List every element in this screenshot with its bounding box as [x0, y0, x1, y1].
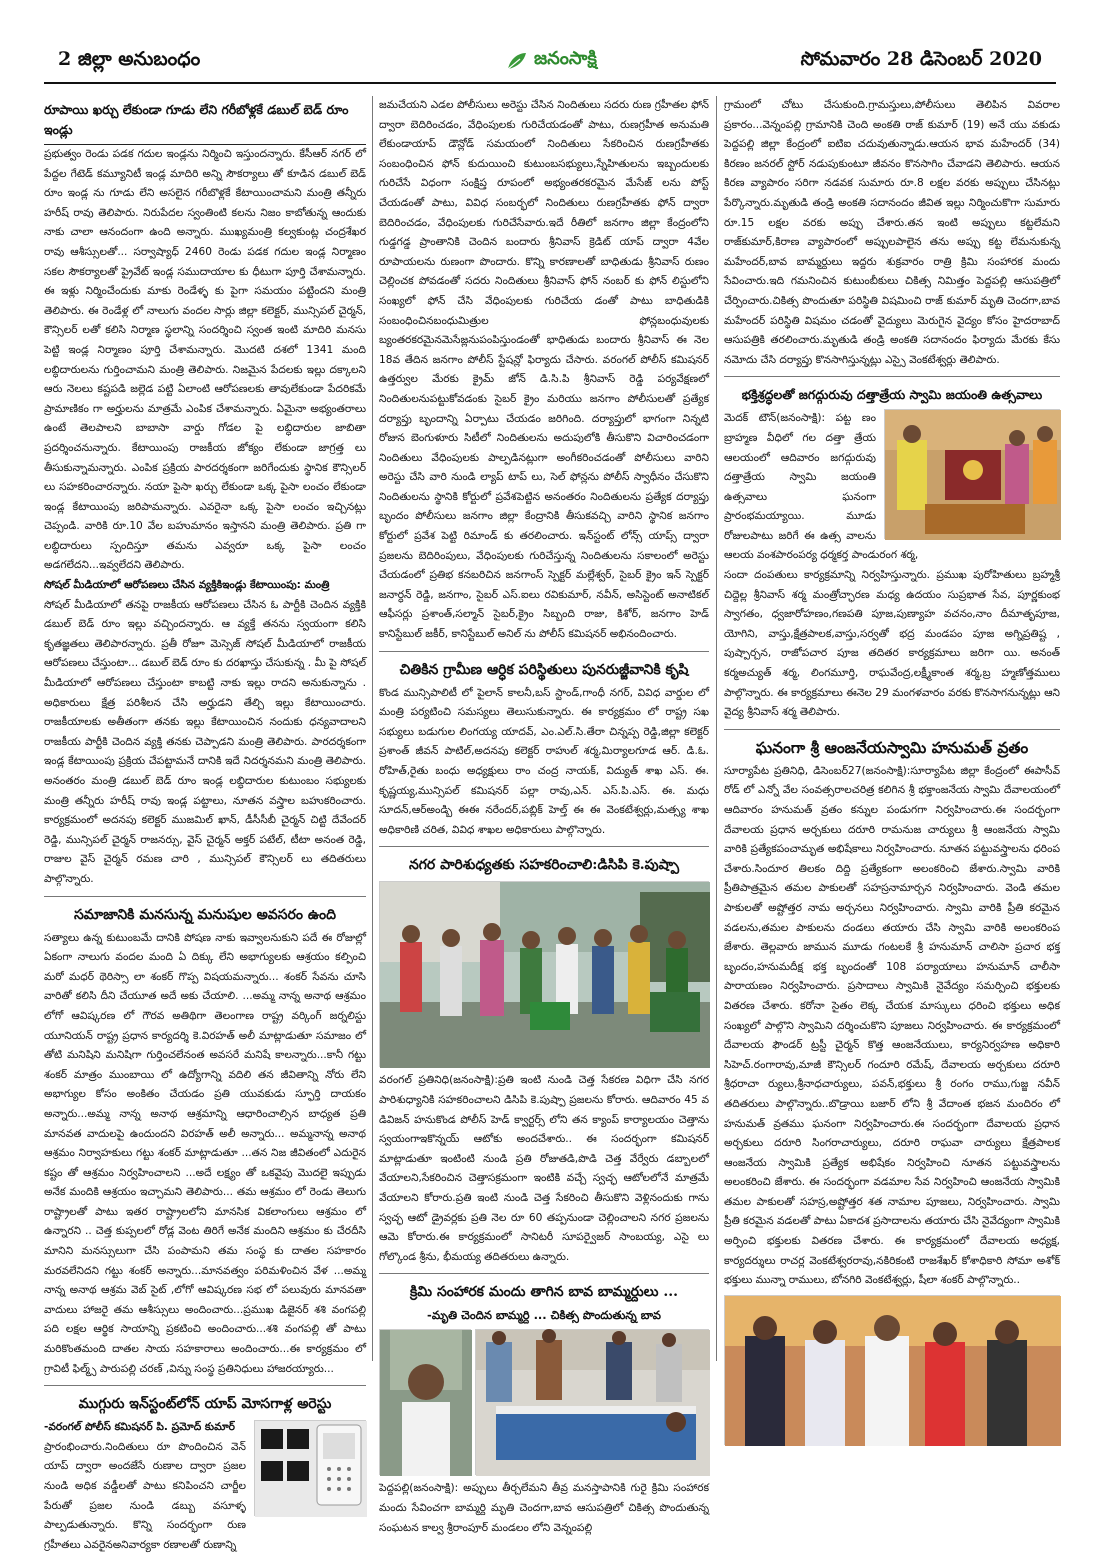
- story-headline: సమాజానికి మనసున్న మనుషుల అవసరం ఉంది: [73, 906, 337, 923]
- column-2: [379, 96, 709, 1534]
- dateline: సోమవారం 28 డిసెంబర్ 2020: [800, 48, 1042, 70]
- story-body: సందా దంపతులు కార్యక్రమాన్ని నిర్వహిస్తున్నారు. ప్రముఖ పురోహితులు బ్రహ్మశ్రీ చిద్దెల్ల శ్రీనివాస్ శర్మ మంత్రోచ్ఛారణ మధ్య ఉదయం సుప్రభాత సేవ, పూర్ణకుంభ స్వాగతం, ధ్వజారోహణం,గణపతి పూజ,పుణ్యాహ వచనం,నాం దీమాతృపూజ, యోగిని, వాస్తు,క్షేత్రపాలక,వాస్తు,సర్వతో భద్ర మండపం పూజ అగ్నిప్రతిష్ట , పుష్పార్చన, రాజోపచార పూజ తదితర కార్యక్రమాలు జరిగా యి. అనంత్ కర్మఅచ్యుత్ శర్మ, లింగమూర్తి, రాఘవేంద్ర,లక్ష్మీకాంత శర్మ,బ్ర హ్మణోత్తములు పాల్గొన్నారు. ఈ కార్యక్రమాలు ఈనెల 29 మంగళవారం వరకు కొనసాగనున్నట్లు ఆని వైద్య శ్రీనివాస్ శర్మ తెలిపారు.: [724, 569, 1060, 719]
- story-body: సత్యాలు ఉన్న కుటుంబమే దానికి పోషణ నాకు ఇవ్వాలనుకుని పదే ఈ రోజుల్లో ఏకంగా నాలుగు వందల మంది ఏ దిక్కు లేని అభాగ్యులకు ఆశ్రయం కల్పించి మరో మధర్ థెరిస్సా లా శంకర్ గొప్ప విషయమన్నారు... శంకర్ సేవను చూసి వారితో కలిసి దీని చేయూత అదే అకు చేయాలి. ...అమ్మ నాన్న అనాథ ఆశ్రమం లోగో ఆవిష్కరణ లో గౌరవ అతిథిగా తెలంగాణ రాష్ట్ర వర్కింగ్ జర్నలిస్టు యూనియన్ రాష్ట్ర ప్రధాన కార్యదర్శి కె.విరహత్ అలీ మాట్లాడుతూ సమాజం లో తోటి మనిషిని మనిషిగా గుర్తించలేనంత అవసరే మనిషే కాలన్నారు...కానీ గట్టు శంకర్ మాత్రం ముంబాయి లో ఉద్యోగాన్ని వదిలి తన జీవితాన్ని నోరు లేని అభాగ్యుల కోసం అంకితం చేయడం ప్రతి యువకుడు స్ఫూర్తి దాయకం అన్నారు...అమ్మ నాన్న అనాథ ఆశ్రమాన్ని ఆధారించాల్సిన బాధ్యత ప్రతి మానవత వాదులపై ఉందుందని విరహత్ అలీ అన్నారు... అమ్మనాన్న అనాథ ఆశ్రమం నిర్వాహకులు గట్టు శంకర్ మాట్లాడుతూ ...తన నిజ జీవితంలో ఎదురైన కష్టం తో ఆశ్రమం నిర్వహించాలని ...అదే లక్ష్యం తో ఒకవైపు మొదలై ఇప్పుడు అనేక మందికి ఆశ్రయం ఇచ్చామని తెలిపారు... తమ ఆశ్రమం లో రెండు తెలుగు రాష్ట్రాలతో పాటు ఇతర రాష్ట్రాలలోని మానసిక వికలాంగులు ఆశ్రమం లో ఉన్నారని .. చెత్త కుప్పలలో రోడ్ల వెంట తిరిగే అనేక మందిని ఆశ్రమం కు చేరదీసి మానిని మనస్సులుగా చేసి పంపామని తమ సంస్థ కు దాతల సహకారం మరవలేనిదని గట్టు శంకర్ అన్నారు...మానవత్వం పరిమళించిన వేళ ...అమ్మ నాన్న అనాథ ఆశ్రమ వెబ్ సైట్ ,లోగో ఆవిష్కరణ సభ లో పలువురు మానవతా వాదులు హాజరై తమ ఆశీస్సులు అందించారు...ప్రముఖ డిజైనర్ శశి వంగపల్లి పది లక్షల ఆర్థిక సాయాన్ని ప్రకటించి అందించారు...శశి వంగపల్లి తో పాటు మరికొంతమంది దాతల సాయ సహకారాలు అందించారు...ఈ కార్యక్రమం లో గ్రావిటీ ఫిల్మ్స్ పారుపల్లి చరణ్ ,విన్ను సంస్థ ప్రతినిధులు హాజరయ్యారు...: [44, 931, 366, 1375]
- story-headline: భక్తిశ్రద్ధలతో జగద్గురువు దత్తాత్రేయ స్వామి జయంతి ఉత్సవాలు: [741, 387, 1043, 403]
- story-headline: రూపాయి ఖర్చు లేకుండా గూడు లేని గరీబోళ్లకే డబుల్ బెడ్ రూం ఇండ్లు: [44, 96, 366, 145]
- brand-name: జనంసాక్షి: [534, 48, 597, 69]
- sanitation-event-photo: [379, 881, 709, 1067]
- page-label: 2 జిల్లా అనుబంధం: [58, 48, 201, 70]
- story-body: సోషల్ మీడియాలో తనపై రాజకీయ ఆరోపణలు చేసిన ఓ పార్టీకి చెందిన వ్యక్తికి డబుల్ బెడ్ రూం ఇల్లు వచ్చిందన్నారు. ఆ వ్యక్తే తనను స్వయంగా కలిసి కృతజ్ఞతలు తెలిపారన్నారు. ప్రతీ రోజూ మెస్సెజ్ సోషల్ మీడియాలో రాజకీయ ఆరోపణలు చేస్తుంటా... డబుల్ బెడ్ రూం కు దరఖాస్తు చేసుకున్న . మీ పై సోషల్ మీడియాలో ఆరోపణలు చేస్తుంటా కాబట్టి నాకు ఇల్లు రాదని అనుకున్నాను . అధికారులు క్షేత్ర పరిశీలన చేసి అర్హుడని తేల్చి ఇల్లు కేటాయించారు. రాజకీయాలకు అతీతంగా తనకు ఇల్లు కేటాయించిన నందుకు ధన్యవాదాలని రాజకీయ పార్టీకి చెందిన వ్యక్తి తనకు చెప్పాడని మంత్రి తెలిపారు. పారదర్శకంగా ఇండ్ల కేటాయింపు ప్రక్రియ చేపట్టామనే దానికి ఇదే నిదర్శనమని మంత్రి తెలిపారు. అనంతరం మంత్రి డబుల్ బెడ్ రూం ఇండ్ల లబ్ధిదారుల కుటుంబం సభ్యులకు మంత్రి తన్నీరు హరీష్ రావు ఇండ్ల పట్టాలు, నూతన వస్త్రాల బహుకరించారు. కార్యక్రమంలో అదనపు కలెక్టర్ ముజమిల్ ఖాన్, డీసీసీబీ చైర్మన్ చిట్టి దేవేందర్ రెడ్డి, మున్సిపల్ చైర్మన్ రాజనర్సు, వైస్ చైర్మన్ అక్తర్ పటేల్, టీటా అనంత రెడ్డి, రాజుల వైస్ చైర్మన్ రమణ చారి , మున్సిపల్ కౌన్సిలర్ లు తదితరులు పాల్గొన్నారు.: [44, 598, 366, 885]
- divider: [44, 896, 366, 897]
- story-subhead: సోషల్ మీడియాలో ఆరోపణలు చేసిన వ్యక్తికిఇండ్లు కేటాయింపు: మంత్రి: [44, 579, 330, 592]
- divider: [724, 376, 1060, 377]
- story-body: గ్రామంలో చోటు చేసుకుంది.గ్రామస్తులు,పోలీసులు తెలిపిన వివరాల ప్రకారం...వెన్నంపల్లి గ్రామానికి చెంది అంకతి రాజ్ కుమార్ (19) అనే యు వకుడు పెద్దపల్లి జిల్లా కేంద్రంలో ఐటిఐ చదువుతున్నాడు.ఆయన భావ మహేందర్ (34) కిరణం జనరల్ స్టోర్ నడుపుకుంటూ జీవనం కొనసాగిం చేవాడని తెలిపారు. ఆయన కిరణ వ్యాపారం సరిగా నడవక సుమారు రూ.8 లక్షల వరకు అప్పులు చేసినట్లు పేర్కొన్నారు.మృతుడి తండ్రి అంకతి సదానందం జీవిత ఇల్లు నిర్మించుకొగా సుమారు రూ.15 లక్షల వరకు అప్పు చేశారు.తన ఇంటి అప్పులు కట్టలేమని రాజ్‌కుమార్,కిరాణ వ్యాపారంలో అప్పులపాలైన తను అప్పు కట్ట లేమనుకున్న మహేందర్,బావ బామ్మర్దులు ఇద్దరు శుక్రవారం రాత్రి క్రిమి సంహారక మందు సేవించారు.ఇది గమనించిన కుటుంబీకులు చికిత్స నిమిత్తం పెద్దపల్లి ఆసుపత్రిలో చేర్పించారు.చికిత్స పొందుతూ పరిస్థితి విషమించి రాజ్ కుమార్ మృతి చెందగా,బావ మహేందర్ పరిస్థితి విషమం చడంతో వైద్యులు మెరుగైన వైద్యం కోసం హైదరాబాద్ ఆసుపత్రికి తరలించారు.మృతుడి తండ్రి అంకతి సదానందం ఫిర్యాదు మేరకు కేసు నమోదు చేసి దర్యాప్తు కొనసాగిస్తున్నట్లు ఎస్సై వెంకటేశ్వర్లు తెలిపారు.: [724, 99, 1060, 366]
- story-headline: ముగ్గురు ఇన్‌స్టంట్‌లోన్ యాప్ మోసగాళ్ల అరెస్టు: [78, 1396, 332, 1413]
- divider: [379, 651, 709, 652]
- divider: [379, 846, 709, 847]
- story-body: ప్రారంభించారు.నిందితులు రూ పొందించిన వెన్ యాప్ ద్వారా అందజేసే రుణాల ద్వారా ప్రజల నుండి అధిక వడ్డీలతో పాటు కనిపించని చార్జీల పేరుతో ప్రజల నుండి డబ్బు వసూళ్ళ పాల్పడుతున్నారు. కొన్ని సందర్భంగా రుణ గ్రహీతలు ఎవరైనఅనివార్యకా రణాలతో రుణాన్ని: [44, 1440, 246, 1551]
- divider: [44, 1385, 366, 1386]
- divider: [724, 729, 1060, 730]
- divider: [379, 1273, 709, 1274]
- story-headline: చితికిన గ్రామీణ ఆర్ధిక పరిస్థితులు పునరుజ్జీవానికి కృషి: [399, 661, 689, 678]
- story-body: వరంగల్ ప్రతినిధి(జనంసాక్షి):ప్రతి ఇంటి నుండి చెత్త సేకరణ విధిగా చేసి నగర పారిశుధ్యానికి సహకరించాలని డిసిపి కె.పుష్పా ప్రజలను కోరారు. ఆదివారం 45 వ డివిజన్ హనుకొండ పోలీస్ హెడ్ క్వార్టర్స్ లోని తన క్యాంప్ కార్యాలయం చెత్తాను స్వయంగాఇకొన్నయ్ ఆటోకు అందచేశారు.. ఈ సందర్భంగా కమిషనర్ మాట్లాడుతూ ఇంటింటి నుండి ప్రతి రోజుతడి,పొడి చెత్త వేర్వేరు డబ్బాలలో వేయాలని,సేకరించిన చెత్తాసక్రమంగా ఇంటికి వచ్చే స్వచ్ఛ ఆటోలలోనే మాత్రమే వేయాలని కోరారు.ప్రతి ఇంటి నుండి చెత్త సేకరించి తీసుకొని వెళ్లినందుకు గాను స్వచ్ఛ ఆటో డ్రైవర్లకు ప్రతి నెల రూ 60 తప్పనుండా చెల్లించాలని నగర ప్రజలను ఆమె కోరారు.ఈ కార్యక్రమంలో సానిటరీ సూపర్వైజర్ సాంబయ్య, ఎసై లు గోల్కొండ శ్రీను, భీమయ్య తదితరులు ఉన్నారు.: [379, 1074, 709, 1263]
- story-body: ప్రభుత్వం రెండు పడక గదుల ఇండ్లను నిర్మించి ఇస్తుందన్నారు. కేసీఆర్ నగర్ లో పేద్దల గేటెడ్ కమ్యూనిటీ ఇండ్ల మాదిరి అన్ని సౌకర్యాలు తో కూడిన డబుల్ బెడ్ రూం ఇండ్ల ను గూడు లేని అసలైన గరీబొళ్లకే కేటాయించామని మంత్రి తన్నీరు హరీష్ రావు తెలిపారు. నిరుపేదల స్వంతింటి కలను నిజం కాబోతున్న ఆందుకు నాకు చాలా ఆనందంగా ఉంది అన్నారు. ముఖ్యమంత్రి కల్వకుంట్ల చంద్రశేఖర రావు ఆశీస్సులతో... సర్వాష్యాధ్ 2460 రెండు పడక గదుల ఇండ్ల నిర్మాణం సకల సౌకర్యాలతో ప్రైవేట్ ఇండ్ల సముదాయాల కు ధీటుగా పూర్తి చేశామన్నారు. ఈ ఇళ్లు నిర్మించేందుకు మాకు రెండేళ్ళ కు పైగా సమయం పట్టిందని మంత్రి తెలిపారు. ఈ రెండేళ్ల లో నాలుగు వందల సార్లు జిల్లా కలెక్టర్, మున్సిపల్ చైర్మన్, కౌన్సిలర్ లతో కలిసి నిర్మాణ స్థలాన్ని సందర్శించి స్వంత ఇంటి మాదిరి మనసు పెట్టి ఇండ్ల నిర్మాణం పూర్తి చేశామన్నారు. మొదటి దశలో 1341 మంది లబ్ధిదారులను గుర్తించామని మంత్రి తెలిపారు. నిజమైన పేదలకు ఇల్లు దక్కాలని ఆరు నెలలు కష్టపడి జల్లెడ పట్టి ఏలాంటి ఆరోపణలకు తావులేకుండా పేదరికమే ప్రామాణికం గా అర్హులను మాత్రమే ఎంపిక చేశామన్నారు. ఏమైనా అభ్యంతరాలు ఉంటే తెలపాలని బాబాసా వార్డు గోడల పై లబ్ధిదారుల జాబితా ప్రదర్శించనున్నారు. కేటాయింపు రాజకీయ జోక్యం లేకుండా జాగ్రత్త లు తీసుకున్నామన్నారు. ఎంపిక ప్రక్రియ పారదర్శకంగా జరిగేందుకు స్థానిక కౌన్సిలర్ లు సహకరించారన్నారు. నయా పైసా ఖర్చు లేకుండా ఒక్క పైసా లంచం లేకుండా ఇండ్ల కేటాయింపు జరిపామన్నారు. ఎవరైనా ఒక్క పైసా లంచం ఇచ్చినట్లు చెప్పండి. వారికి రూ.10 వేల బహుమానం ఇస్తానని మంత్రి తెలిపారు. ప్రతి గా లబ్ధిదారులు స్పందిస్తూ తమను ఎవ్వరూ ఒక్క పైసా లంచం అడగలేదని...ఇవ్వలేదని తెలిపారు.: [44, 148, 366, 572]
- masthead: [44, 44, 1056, 84]
- deceased-portrait-photo: [379, 1329, 471, 1475]
- story-body: సూర్యాపేట ప్రతినిధి, డిసెంబర్27(జనంసాక్షి):సూర్యాపేట జిల్లా కేంద్రంలో ఈపాసీవ్ రోడ్ లో ఎన్నో వేల సంవత్సరాలచరిత్ర కలిగిన శ్రీ భక్తాంజనేయ స్వామి దేవాలయంలో ఆదివారం హనుమత్ వ్రతం కన్నుల పండుగగా నిర్వహించారు.ఈ సందర్భంగా దేవాలయ ప్రధాన అర్చకులు దరూరి రామనుజ చార్యులు శ్రీ ఆంజనేయ స్వామి వారికి ప్రత్యేకపంచామృత అభిషేకాలు నిర్వహించారు. నూతన పట్టువస్త్రాలను ధరింప చేశారు.సిందూర తిలకం దిద్ది ప్రత్యేకంగా అలంకరించి జేశారు.స్వామి వారికి ప్రీతిపాత్రమైన తమల పాకులతో సహస్రనామార్చన నిర్వహించారు. వెండి తమల పాకులతో అష్టోత్తర నామ అర్చనలు నిర్వహించారు. స్వామి వారికి ప్రీతి కరమైన వడలను,తమల పాకులను దండలు తయారు చేసి స్వామి వారికి అలంకరింప జేశారు. తెల్లవారు జామున మూడు గంటలకే శ్రీ హనుమాన్ చాలిసా ప్రచార భక్త బృందం,హనుమదీక్ష భక్త బృందంతో 108 పర్యాయాలు హనుమాన్ చాలీసా పారాయణం నిర్వహించారు. ప్రసాదాలు స్వామికి నైవేద్యం సమర్పించి భక్తులకు వితరణ చేశారు. కరోనా సైతం లెక్క చేయక మాస్కులు ధరించి భక్తులు అధిక సంఖ్యలో పాల్గొని స్వామిని దర్శించుకొని పూజలు నిర్వహించారు. ఈ కార్యక్రమంలో దేవాలయ ఫౌండర్ ట్రస్టీ చైర్మన్ కొత్త ఆంజనేయులు, కార్యనిర్వహణ అధికారి సిహెచ్.రంగారావు,మాజీ కౌన్సిలర్ గందూరి రమేష్, దేవాలయ అర్చకులు దరూరి శ్రీధరాచా ర్యులు,శ్రీనాధచార్యులు, పవన్,భక్తులు శ్రీ రంగం రాము,గుజ్జ నవీన్ తదితరులు పాల్గొన్నారు..బొడ్రాయి బజార్ లోని శ్రీ వేదాంత భజన మందిరం లో హనుమత్ వ్రతము ఘనంగా నిర్వహించారు.ఈ సందర్భంగా దేవాలయ ప్రధాన అర్చకులు దరూరి సింగరాచార్యులు, దరూరి రాఘవా చార్యులు క్షేత్రపాలక ఆంజనేయ స్వామికి ప్రత్యేక అభిషేకం నిర్వహించి నూతన పట్టువస్త్రాలను అలంకరించి జేశారు. ఈ సందర్భంగా వడమాల సేవ నిర్వహించి ఆంజనేయ స్వామికి తమల పాకులతో సహస్ర,అష్టోత్తర శత నామాల పూజలు, నిర్వహించారు. స్వామి ప్రీతి కరమైన వడలతో పాటు ఏకాదశ ప్రసాదాలను తయారు చేసి నైవేద్యంగా స్వామికి అర్పించి భక్తులకు వితరణ చేశారు. ఈ కార్యక్రమంలో దేవాలయ అధ్యక్ష, కార్యదర్శులు రాచర్ల వెంకటేశ్వరరావు,నకిరికంటి రాజశేఖర్ కోశాధికారి సోమా అశోక్ భక్తులు మున్నా రాములు, బోనగిరి వెంకటేశ్వర్లు, షీలా శంకర్ పాల్గొన్నారు..: [724, 764, 1061, 1287]
- story-headline: క్రిమి సంహారక మందు తాగిన బావ బామ్మర్దులు ...: [409, 1284, 679, 1301]
- column-rule: [716, 96, 717, 1361]
- temple-ritual-photo: [884, 409, 1060, 539]
- brand-logo: [506, 48, 597, 73]
- seized-phones-photo: [254, 1420, 366, 1516]
- devotees-photo: [724, 1295, 1060, 1445]
- story-headline: ఘనంగా శ్రీ ఆంజనేయస్వామి హనుమత్ వ్రతం: [755, 737, 1029, 757]
- leaf-icon: [506, 51, 528, 71]
- story-body: జమచేయని ఎడల పోలీసులు అరెస్టు చేసిన నిందితులు సదరు రుణ గ్రహీతల ఫోన్ ద్వారా బెదిరించడం, వేధింపులకు గురిచేయడంతో పాటు, రుణగ్రహీత అనుమతి లేకుండాయాప్ డౌన్లోడ్ సమయంలో నిందితులు సేకరించిన రుణగ్రహీతకు సంబంధించిన ఫోన్ కుదుయించి కుటుంబసభ్యులు,స్నేహితులను ఇబ్బందులకు గురిచేసే విధంగా సంక్షిప్త రూపంలో అభ్యంతరకరమైన మేసేజ్ లను పోస్ట్ చేయడంతో పాటు, వివిధ సంబర్భలో నిందితులు రుణగ్రహీతకు ఫోన్ ద్వారా బెదిరించడం, వేధింపులకు గురిచేసేవారు.ఇదే రీతిలో జనగాం జిల్లా కేంద్రంలోని గుడ్డగడ్డ ప్రాంతానికి చెందిన బందారు శ్రీనివాస్ క్రెడిట్ యాప్ ద్వారా 4వేల రూపాయలను రుణంగా పొందారు. కొన్ని కారణాలతో బాధితుడు శ్రీనివాస్ రుణం చెల్లించక పోవడంతో సదరు నిందితులు శ్రీనివాస్ ఫోన్ నంబర్ కు ఫోన్ లిస్టులోని సంఖ్యలో ఫోన్ చేసి వేధింపులకు గురిచేయ డంతో పాటు బాధితుడికి సంబంధించినబంధుమిత్రుల ఫోన్లబంధువులకు బ్యంతరకరమైనమెసేజ్లనుపంపిస్తుండంతో భాధితుడు బందారు శ్రీనివాస్ ఈ నెల 18వ తేదిన జనగాం పోలీస్ స్టేషన్లో ఫిర్యాదు చేసారు. వరంగల్ పోలీస్ కమిషనర్ ఉత్తర్వుల మేరకు క్రైమ్ జోన్ డి.సి.పి శ్రీనివాస్ రెడ్డి పర్యవేక్షణలో నిందితులనుపట్టుకోవడంకు సైబర్ క్రైం మరియు జనగాం పోలీసులతో ప్రత్యేక దర్యాప్తు బృందాన్ని ఏర్పాటు చేయడం జరిగింది. దర్యాప్తులో భాగంగా నిన్నటి రోజున బెంగుళూరు సిటీలో నిందితులను అదుపులోకి తీసుకొని విచారించడంగా నిందితులు వేధింపులకు పాల్పడినట్లుగా అంగీకరించడంతో పోలీసులు వారిని అరెస్టు చేసి వారి నుండి ల్యాప్ టాప్ లు, సెల్ ఫోన్లను పోలీస్ స్వాధీనం చేసుకొని నిందితులను స్థానికి కోర్టులో ప్రవేశపెట్టిన అనంతరం నిందితులను ప్రత్యేక దర్యాప్తు బృందం పోలీసులు జనగాం జిల్లా కేంద్రానికి తీసుకవచ్చి వారిని స్థానిక జనగాం కోర్టులో ప్రవేశ పెట్టి రిమాండ్ కు తరలించారు. ఇన్‌స్టంట్ లోన్స్ యాప్స్ ద్వారా ప్రజలను బెదిరింపులు, వేధింపులకు గురిచేస్తున్న నిందితులను సకాలంలో అరెస్టు చేయడంలో ప్రతిభ కనబరిచిన జనగాంస్ స్పెక్టర్ మల్లేశ్వర్, సైబర్ క్రైం ఇన్ స్పెక్టర్ జనార్ధన్ రెడ్డి, జనగాం, సైబర్ ఎస్.ఐలు రవికుమార్, నవీన్, అసిస్టెంట్ అనాటికల్ ఆఫీసర్లు ప్రశాంత్,సల్మాన్ సైబర్,క్రైం సిబ్బంది రాజు, కిశోర్, జనగాం హెడ్ కానిస్టేబుల్ జకీర్, కానిస్టేబుల్ అనిల్ ను పోలీస్ కమిషనర్ అభినందించారు.: [379, 99, 709, 641]
- hospital-photo: [475, 1329, 709, 1475]
- story-body: పెద్దపల్లి(జనంసాక్షి): అప్పులు తీర్చలేమని తీవ్ర మనస్తాపానికి గురై క్రిమి సంహారక మందు సేవించగా బామ్మర్ది మృతి చెందగా,బావ ఆసుపత్రిలో చికిత్స పొందుతున్న సంఘటన కాల్వ శ్రీరాంపూర్ మండలం లోని వెన్నంపల్లి: [379, 1482, 709, 1534]
- column-3: [724, 96, 1060, 1361]
- story-body: మెదక్ టౌన్(జనంసాక్షి): పట్ట ణం బ్రాహ్మణ వీధిలో గల దత్తా త్రేయ ఆలయంలో ఆదివారం జగద్గురువు దత్తాత్రేయ స్వామి జయంతి ఉత్సవాలు ఘనంగా ప్రారంభమయ్యాయి. మూడు రోజులపాటు జరిగే ఈ ఉత్స వాలను ఆలయ వంశపారంపర్య ధర్మకర్త పాండురంగ శర్మ,: [724, 412, 919, 562]
- story-byline: -వరంగల్ పోలీస్ కమిషనర్ పి. ప్రమోద్ కుమార్: [44, 1421, 235, 1434]
- column-rule: [372, 96, 373, 1361]
- story-headline: నగర పారిశుధ్యతకు సహకరించాలి:డిసిపి కె.పుష్పా: [408, 857, 680, 874]
- story-body: కొండ మున్సిపాలిటీ లో పైలాన్ కాలనీ,బస్ స్టాండ్,గాంధీ నగర్, వివిధ వార్డుల లో మంత్రి పర్యటించి సమస్యలు తెలుసుకున్నారు. ఈ కార్యక్రమం లో రాష్ట్ర సఖ సభ్యులు బడుగుల లింగయ్య యాదవ్, ఎం.ఎల్.సి.తేరా చిన్నప్ప రెడ్డి,జిల్లా కలెక్టర్ ప్రశాంత్ జీవన్ పాటిల్,అదనపు కలెక్టర్ రాహుల్ శర్మ,మిర్యాలగూడ ఆర్. డి.ఓ. రోహిత్,రైతు బంధు అధ్యక్షులు రాం చంద్ర నాయక్, విద్యుత్ శాఖ ఎస్. ఈ. కృష్ణయ్య,మున్సిపల్ కమిషనర్ పల్లా రావు,ఎన్. ఎస్.పి.ఎస్. ఈ. మధు సూదన్,ఆర్అండ్బి ఈఈ నరేందర్,పబ్లిక్ హెల్త్ ఈ ఈ వెంకటేశ్వర్లు,మత్స్య శాఖ అధికారిణి చరిత, వివిధ శాఖల అధికారులు పాల్గొన్నారు.: [379, 686, 709, 836]
- photo-strip: [379, 1329, 709, 1475]
- photo-caption: -మృతి చెందిన బామ్మర్ది ... చికిత్స పొందుతున్న బావ: [427, 1308, 661, 1323]
- column-1: [44, 96, 366, 1551]
